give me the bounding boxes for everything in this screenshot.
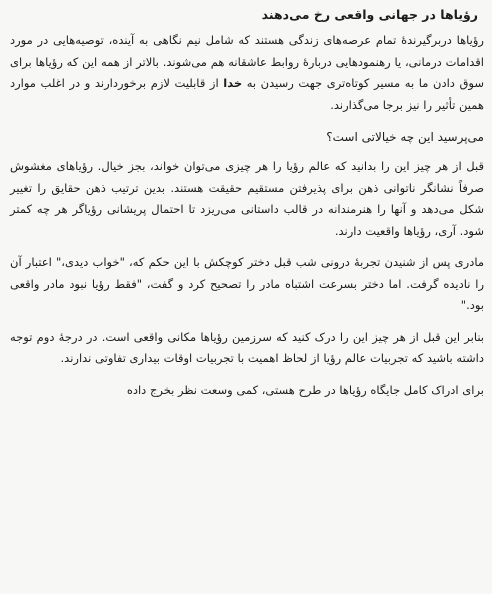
question-heading: می‌پرسید این چه خیالاتی است؟ (326, 130, 484, 144)
section-title: رؤیاها در جهانی واقعی رخ می‌دهند (261, 7, 478, 22)
paragraph-1-part-a: رؤیاها دربرگیرندهٔ تمام عرصه‌های زندگی هستند که شامل نیم نگاهی به آینده، توصیه‌هایی در مورد اقدامات درمانی، یا رهنمودهایی دربارهٔ روابط عاشقانه هم می‌شوند. بالاتر از همه این که رؤیاها برای سوق دادن ما به مسیر کوتاه‌تری جهت رسیدن به (10, 33, 484, 90)
paragraph-4: بنابر این قبل از هر چیز این را درک کنید که سرزمین رؤیاها مکانی واقعی است. در درجهٔ دوم توجه داشته باشید که تجربیات عالم رؤیا از لحاظ اهمیت با تجربیات اوقات بیداری تفاوتی ندارند. (10, 329, 484, 365)
paragraph-2: قبل از هر چیز این را بدانید که عالم رؤیا را هر چیزی می‌توان خواند، بجز خیال. رؤیاهای مغشوش صرفاً نشانگر ناتوانی ذهن برای پذیرفتن مستقیم حقیقت هستند. بدین ترتیب ذهن حقایق را تغییر شکل می‌دهد و آنها را هنرمندانه در قالب داستانی می‌ریزد تا احتمال پریشانی رؤیاگر هر چه کمتر شود. آری، رؤیاها واقعیت دارند. (10, 159, 484, 238)
paragraph-1-bold-word: خدا (223, 76, 243, 90)
paragraph-1-part-b: از قابلیت لازم برخوردارند و در اغلب موارد همین تأثیر را نیز برجا می‌گذارند. (10, 76, 484, 112)
paragraph-1 (10, 30, 484, 116)
paragraph-3: مادری پس از شنیدن تجربهٔ درونی شب قبل دختر کوچکش با این حکم که، "خواب دیدی،" اعتبار آن را نادیده گرفت. اما دختر بسرعت اشتباه مادر را تصحیح کرد و گفت، "فقط رؤیا نبود مادر واقعی بود." (10, 255, 484, 312)
paragraph-5: برای ادراک کامل جایگاه رؤیاها در طرح هستی، کمی وسعت نظر بخرج داده (126, 382, 484, 397)
